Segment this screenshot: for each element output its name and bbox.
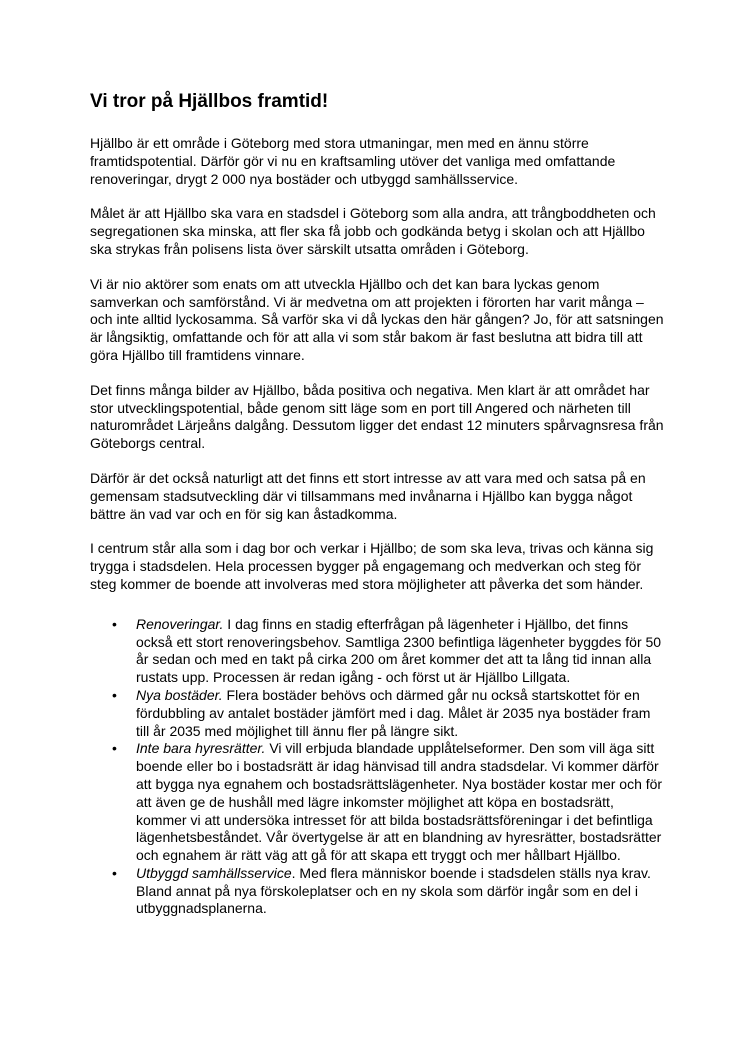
list-item-term: Nya bostäder.	[136, 686, 223, 703]
paragraph-goal: Målet är att Hjällbo ska vara en stadsdel i Göteborg som alla andra, att trångboddheten och segregationen ska minska, att fler ska få jobb och godkända betyg i skolan och att Hjällbo ska strykas från polisens lista över särskilt utsatta områden i Göteborg.	[90, 205, 656, 257]
bullet-icon: •	[112, 615, 117, 632]
list-item-public-services	[112, 864, 666, 918]
paragraph-interest: Därför är det också naturligt att det finns ett stort intresse av att vara med och satsa på en gemensam stadsutveckling där vi tillsammans med invånarna i Hjällbo kan bygga något bättre än vad var och en för sig kan åstadkomma.	[90, 469, 646, 522]
list-item-text: I dag finns en stadig efterfrågan på lägenheter i Hjällbo, det finns också ett stort renoveringsbehov. Samtliga 2300 befintliga lägenheter byggdes för 50 år sedan och med en takt på cirka 200 om året kommer det att ta lång tid innan alla rustats upp. Processen är redan igång - och först ut är Hjällbo Lillgata.	[136, 615, 662, 686]
list-item-new-housing	[112, 686, 666, 740]
list-item-text: Flera bostäder behövs och därmed går nu också startskottet för en fördubbling av antalet bostäder jämfört med i dag. Målet är 2035 nya bostäder fram till år 2035 med möjlighet till ännu fler på längre sikt.	[136, 686, 651, 739]
list-item-tenure-forms	[112, 740, 666, 865]
list-item-term: Inte bara hyresrätter.	[136, 740, 266, 757]
bullet-icon: •	[112, 686, 117, 703]
paragraph-actors: Vi är nio aktörer som enats om att utveckla Hjällbo och det kan bara lyckas genom samverkan och samförstånd. Vi är medvetna om att projekten i förorten har varit många – och inte alltid lyckosamma. Så varför ska vi då lyckas den här gången? Jo, för att satsningen är långsiktig, omfattande och för att alla vi som står bakom är fast beslutna att bidra till att göra Hjällbo till framtidens vinnare.	[90, 275, 664, 363]
paragraph-intro: Hjällbo är ett område i Göteborg med stora utmaningar, men med en ännu större framtidspotential. Därför gör vi nu en kraftsamling utöver det vanliga med omfattande renoveringar, drygt 2 000 nya bostäder och utbyggd samhällsservice.	[90, 135, 616, 187]
paragraph-images: Det finns många bilder av Hjällbo, båda positiva och negativa. Men klart är att området har stor utvecklingspotential, både genom sitt läge som en port till Angered och närheten till naturområdet Lärjeåns dalgång. Dessutom ligger det endast 12 minuters spårvagnsresa från Göteborgs central.	[90, 381, 664, 452]
list-item-text: Vi vill erbjuda blandade upplåtelseformer. Den som vill äga sitt boende eller bo i bostadsrätt är idag hänvisad till andra stadsdelar. Vi kommer därför att bygga nya egnahem och bostadsrättslägenheter. Nya bostäder kostar mer och för att även ge de hushåll med lägre inkomster möjlighet att köpa en bostadsrätt, kommer vi att undersöka intresset för att bilda bostadsrättsföreningar i det befintliga lägenhetsbeståndet. Vår övertygelse är att en blandning av hyresrätter, bostadsrätter och egnahem är rätt väg att gå för att skapa ett tryggt och mer hållbart Hjällbo.	[136, 740, 663, 864]
list-item-text: . Med flera människor boende i stadsdelen ställs nya krav. Bland annat på nya förskoleplatser och en ny skola som därför ingår som en del i utbyggnadsplanerna.	[136, 864, 651, 917]
list-item-term: Utbyggd samhällsservice	[136, 864, 292, 881]
list-item-term: Renoveringar.	[136, 615, 224, 632]
list-item-renovations	[112, 615, 666, 687]
bullet-icon: •	[112, 740, 117, 757]
document-title: Vi tror på Hjällbos framtid!	[90, 91, 329, 112]
paragraph-residents: I centrum står alla som i dag bor och verkar i Hjällbo; de som ska leva, trivas och känna sig trygga i stadsdelen. Hela processen bygger på engagemang och medverkan och steg för steg kommer de boende att involveras med stora möjligheter att påverka det som händer.	[90, 540, 654, 592]
bullet-list	[90, 616, 666, 919]
bullet-icon: •	[112, 864, 117, 881]
